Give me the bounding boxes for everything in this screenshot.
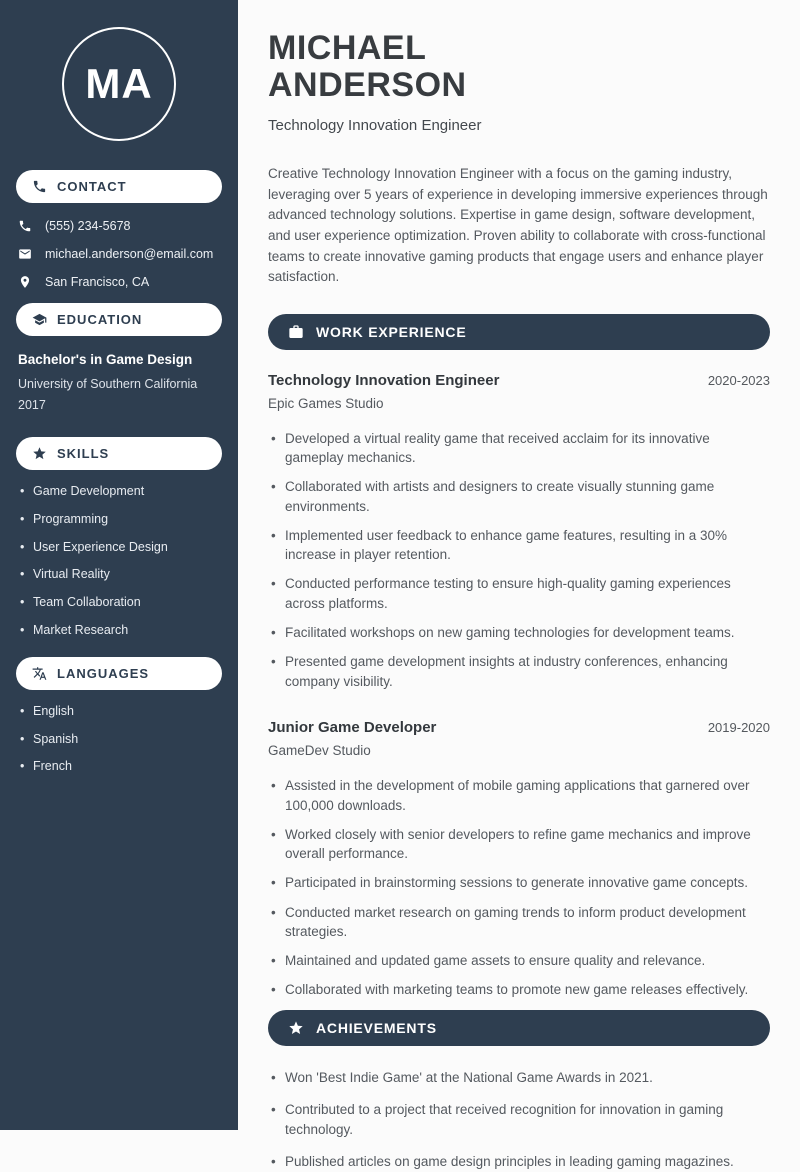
skills-section-title: SKILLS (57, 446, 110, 462)
job-dates: 2020-2023 (707, 372, 770, 388)
education-section-header (16, 303, 222, 336)
job-header (268, 719, 770, 736)
job-bullet: • Developed a virtual reality game that received acclaim for its innovative gameplay mechanics. (268, 429, 770, 468)
job-entry (268, 372, 770, 692)
achievement-item: • Contributed to a project that received recognition for innovation in gaming technology. (268, 1100, 770, 1139)
job-bullet: • Conducted performance testing to ensure high-quality gaming experiences across platforms. (268, 574, 770, 613)
education-entry (16, 352, 222, 412)
avatar (62, 27, 176, 141)
skills-section-header (16, 437, 222, 470)
star-icon (288, 1020, 304, 1036)
skills-list (16, 484, 222, 638)
work-experience-section-title: WORK EXPERIENCE (316, 323, 467, 340)
phone-icon (18, 219, 32, 233)
education-year: 2017 (18, 398, 46, 413)
job-subtitle: Technology Innovation Engineer (268, 117, 482, 135)
job-bullet: • Implemented user feedback to enhance game features, resulting in a 30% increase in player retention. (268, 526, 770, 565)
job-bullet: • Participated in brainstorming sessions to generate innovative game concepts. (268, 873, 770, 893)
job-entry (268, 719, 770, 1000)
languages-list (16, 704, 222, 775)
work-experience-section-header (268, 314, 770, 350)
job-header (268, 372, 770, 389)
star-icon (32, 446, 47, 461)
page-title (268, 30, 770, 103)
email-icon (18, 247, 32, 261)
contact-list (16, 219, 222, 289)
achievement-item: • Published articles on game design principles in leading gaming magazines. (268, 1152, 770, 1172)
job-bullet: • Maintained and updated game assets to ensure quality and relevance. (268, 951, 770, 971)
achievements-section-header (268, 1010, 770, 1046)
job-bullet: • Assisted in the development of mobile gaming applications that garnered over 100,000 downloads. (268, 776, 770, 815)
contact-section-title: CONTACT (57, 179, 127, 194)
skill-item: • User Experience Design (18, 540, 220, 556)
translate-icon (32, 666, 47, 681)
achievements-list (268, 1068, 770, 1172)
phone-icon (32, 179, 47, 194)
briefcase-icon (288, 324, 304, 340)
language-item: • French (18, 759, 220, 775)
graduation-cap-icon (32, 312, 47, 327)
job-company: GameDev Studio (268, 743, 371, 759)
skill-item: • Virtual Reality (18, 567, 220, 583)
location-icon (18, 275, 32, 289)
location-text: San Francisco, CA (45, 275, 150, 289)
sidebar (0, 0, 238, 1130)
job-company: Epic Games Studio (268, 395, 384, 411)
job-title: Technology Innovation Engineer (268, 371, 500, 389)
contact-section-header (16, 170, 222, 203)
education-school: University of Southern California (18, 377, 198, 391)
job-bullet: • Facilitated workshops on new gaming technologies for development teams. (268, 623, 770, 643)
phone-number: (555) 234-5678 (45, 219, 131, 233)
education-degree: Bachelor's in Game Design (18, 352, 193, 367)
contact-row-phone (18, 219, 220, 233)
education-section-title: EDUCATION (57, 312, 143, 327)
languages-section-title: LANGUAGES (57, 666, 150, 682)
job-bullet: • Collaborated with artists and designers to create visually stunning game environments. (268, 477, 770, 516)
job-bullet: • Conducted market research on gaming trends to inform product development strategies. (268, 903, 770, 942)
contact-row-email (18, 247, 220, 261)
skill-item: • Team Collaboration (18, 595, 220, 611)
job-bullet-list (268, 776, 770, 1000)
job-title: Junior Game Developer (268, 719, 437, 737)
job-bullet: • Presented game development insights at industry conferences, enhancing company visibility. (268, 652, 770, 691)
first-name: MICHAEL (268, 29, 427, 67)
skill-item: • Programming (18, 512, 220, 528)
job-bullet: • Worked closely with senior developers to refine game mechanics and improve overall performance. (268, 825, 770, 864)
last-name: ANDERSON (268, 65, 467, 104)
professional-summary: Creative Technology Innovation Engineer with a focus on the gaming industry, leveraging over 5 years of experience in developing immersive experiences through advanced technology solutions. Expertise in game design, software development, and user experience optimization. Proven ability to collaborate with cross-functional teams to create innovative gaming products that engage users and enhance player satisfaction. (268, 166, 768, 285)
language-item: • Spanish (18, 732, 220, 748)
job-bullet-list (268, 429, 770, 692)
languages-section-header (16, 657, 222, 690)
job-dates: 2019-2020 (707, 720, 770, 736)
achievements-section-title: ACHIEVEMENTS (316, 1019, 437, 1036)
achievement-item: • Won 'Best Indie Game' at the National Game Awards in 2021. (268, 1068, 770, 1088)
skill-item: • Game Development (18, 484, 220, 500)
job-bullet: • Collaborated with marketing teams to promote new game releases effectively. (268, 980, 770, 1000)
main-content (238, 0, 800, 1170)
email-address: michael.anderson@email.com (45, 247, 214, 261)
contact-row-location (18, 275, 220, 289)
language-item: • English (18, 704, 220, 720)
avatar-initials: MA (85, 60, 153, 107)
skill-item: • Market Research (18, 623, 220, 639)
